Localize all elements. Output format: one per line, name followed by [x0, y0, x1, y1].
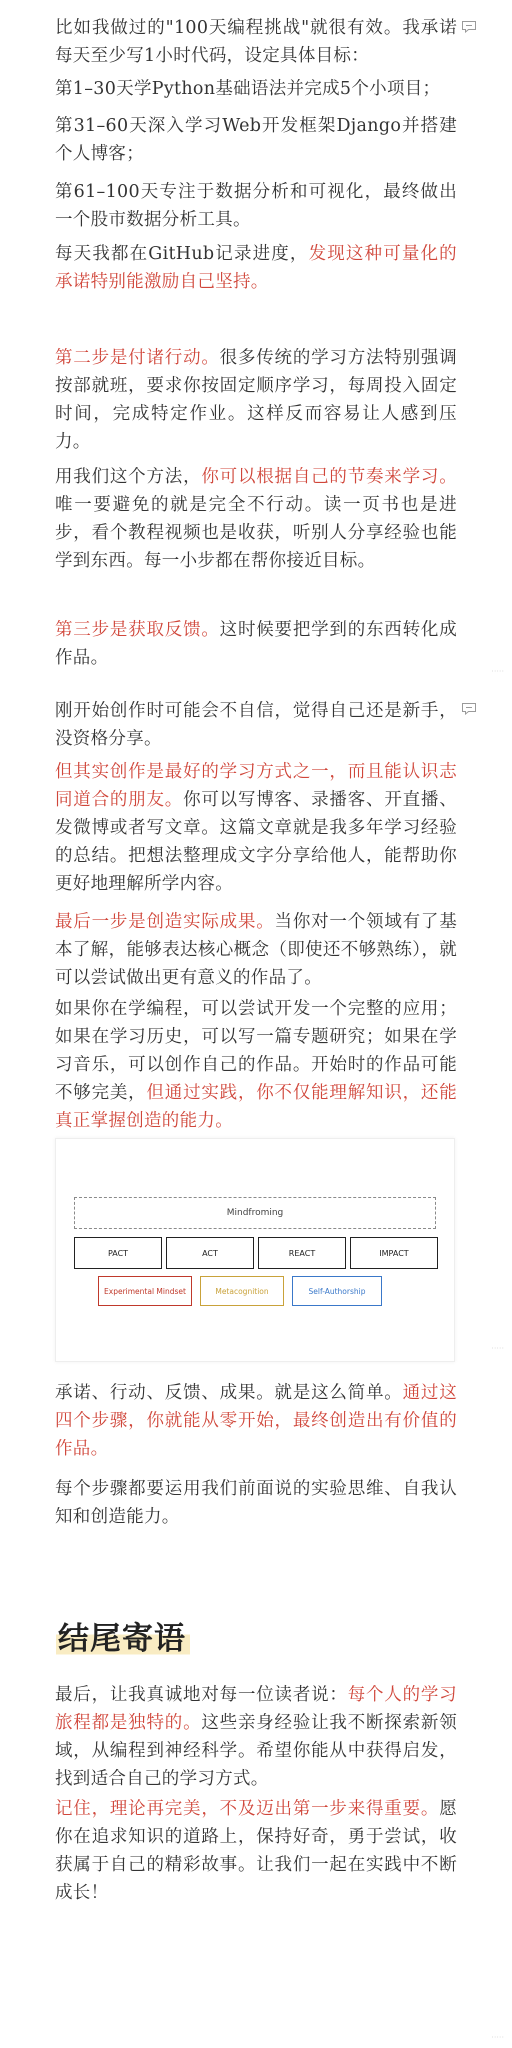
- text-highlight: 但其实创作是最好的学习方式之一，而且能认识志同道合的朋友。: [55, 762, 457, 810]
- diagram-box-pact: PACT: [74, 1237, 162, 1269]
- text-normal: 你可以写博客、录播客、开直播、发微博或者写文章。这篇文章就是我多年学习经验的总结。把想法整理成文字分享给他人，能帮助你更好地理解所学内容。: [55, 790, 458, 894]
- comment-icon[interactable]: [461, 702, 477, 715]
- section-heading-closing: 结尾寄语: [56, 1613, 190, 1658]
- text-highlight: 但通过实践，你不仅能理解知识，还能真正掌握创造的能力。: [55, 1083, 457, 1131]
- comment-icon[interactable]: [461, 20, 477, 33]
- paragraph-day-31-60: 第31–60天深入学习Web开发框架Django并搭建个人博客；: [55, 116, 457, 164]
- text-highlight: 最后一步是创造实际成果。: [55, 912, 275, 932]
- paragraph-each-step: 每个步骤都要运用我们前面说的实验思维、自我认知和创造能力。: [55, 1479, 457, 1527]
- text-highlight: 记住，理论再完美，不及迈出第一步来得重要。: [55, 1799, 440, 1819]
- text-normal: 唯一要避免的就是完全不行动。读一页书也是进步，看个教程视频也是收获，听别人分享经验也能学到东西。每一小步都在帮你接近目标。: [55, 495, 457, 571]
- text-normal: 承诺、行动、反馈、成果。就是这么简单。: [55, 1383, 403, 1403]
- text-normal: 如果你在学编程，可以尝试开发一个完整的应用；如果在学习历史，可以写一篇专题研究；如果在学习音乐，可以创作自己的作品。开始时的作品可能不够完美，: [55, 999, 457, 1103]
- paragraph-github-progress: [55, 240, 457, 296]
- paragraph-own-pace: [55, 463, 457, 575]
- watermark: ·····: [491, 667, 504, 676]
- paragraph-creation-learning: [55, 758, 457, 898]
- text-normal: 用我们这个方法，: [55, 467, 202, 487]
- paragraph-lack-confidence: 刚开始创作时可能会不自信，觉得自己还是新手，没资格分享。: [55, 701, 457, 749]
- text-normal: 最后，让我真诚地对每一位读者说：: [55, 1685, 348, 1705]
- diagram-sub-experimental-mindset: Experimental Mindset: [98, 1276, 192, 1306]
- text-normal: 愿你在追求知识的道路上，保持好奇，勇于尝试，收获属于自己的精彩故事。让我们一起在实践中不断成长！: [55, 1799, 457, 1903]
- paragraph-closing-message: [55, 1681, 457, 1793]
- paragraph-practice-examples: [55, 995, 457, 1135]
- diagram-sub-metacognition: Metacognition: [200, 1276, 284, 1306]
- diagram-sub-self-authorship: Self-Authorship: [292, 1276, 382, 1306]
- text-highlight: 第三步是获取反馈。: [55, 620, 220, 640]
- watermark: ·····: [491, 1344, 504, 1353]
- diagram-box-react: REACT: [258, 1237, 346, 1269]
- paragraph-step-two: [55, 344, 457, 456]
- text-normal: 这些亲身经验让我不断探索新领域，从编程到神经科学。希望你能从中获得启发，找到适合自己的学习方式。: [55, 1713, 457, 1789]
- paragraph-four-steps: [55, 1379, 457, 1463]
- text-normal: 很多传统的学习方法特别强调按部就班，要求你按固定顺序学习，每周投入固定时间，完成特定作业。这样反而容易让人感到压力。: [55, 348, 457, 452]
- text-normal: 每天我都在GitHub记录进度，: [55, 244, 309, 264]
- text-highlight: 发现这种可量化的承诺特别能激励自己坚持。: [55, 244, 457, 292]
- paragraph-step-three: [55, 616, 457, 672]
- paragraph-day-1-30: 第1–30天学Python基础语法并完成5个小项目；: [55, 79, 441, 99]
- text-highlight: 你可以根据自己的节奏来学习。: [201, 467, 457, 487]
- diagram-box-act: ACT: [166, 1237, 254, 1269]
- paragraph-commitment-example: 比如我做过的"100天编程挑战"就很有效。我承诺每天至少写1小时代码，设定具体目标：: [55, 18, 457, 66]
- paragraph-first-step-matters: [55, 1795, 457, 1907]
- text-highlight: 通过这四个步骤，你就能从零开始，最终创造出有价值的作品。: [55, 1383, 457, 1459]
- text-normal: 当你对一个领域有了基本了解，能够表达核心概念（即使还不够熟练），就可以尝试做出更有意义的作品了。: [55, 912, 457, 988]
- watermark: ·····: [491, 2033, 504, 2042]
- diagram-box-impact: IMPACT: [350, 1237, 438, 1269]
- paragraph-day-61-100: 第61–100天专注于数据分析和可视化，最终做出一个股市数据分析工具。: [55, 182, 457, 230]
- text-highlight: 每个人的学习旅程都是独特的。: [55, 1685, 457, 1733]
- mindfroming-diagram: [55, 1138, 455, 1362]
- text-highlight: 第二步是付诸行动。: [55, 348, 220, 368]
- paragraph-final-step: [55, 908, 457, 992]
- diagram-top-label: Mindfroming: [74, 1197, 436, 1229]
- text-normal: 这时候要把学到的东西转化成作品。: [55, 620, 457, 668]
